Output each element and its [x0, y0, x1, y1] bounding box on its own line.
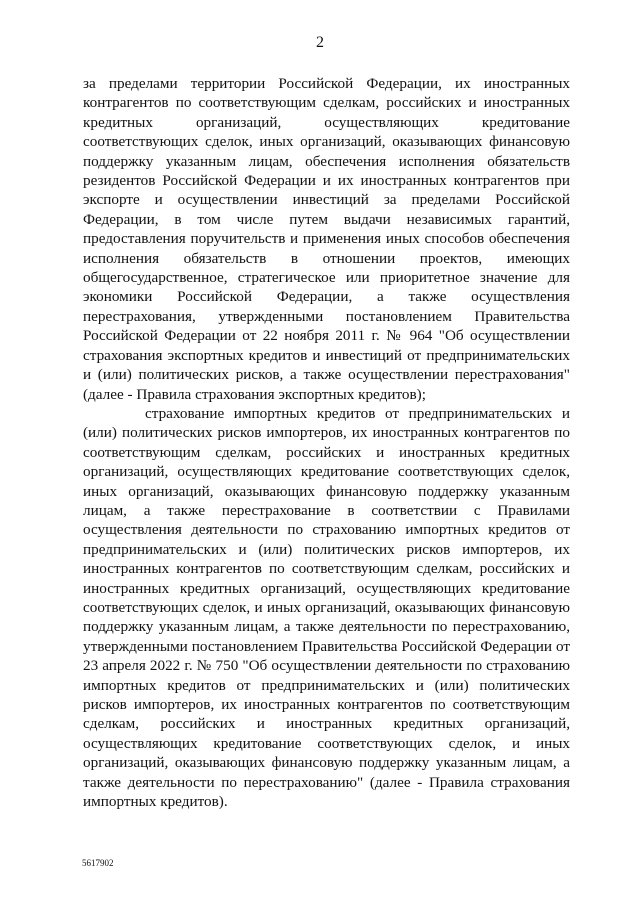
page-number: 2 — [316, 34, 324, 51]
document-body — [83, 74, 570, 811]
paragraph-import-credits: страхование импортных кредитов от предпринимательских и (или) политических рисков импортеров, их иностранных контрагентов по соответствующим сделкам, российских и иностранных кредитных организаций, осуществляющих кредитование соответствующих сделок, иных организаций, оказывающих финансовую поддержку указанным лицам, а также перестрахование в соответствии с Правилами осуществления деятельности по страхованию импортных кредитов от предпринимательских и (или) политических рисков импортеров, их иностранных контрагентов по соответствующим сделкам, российских и иностранных кредитных организаций, осуществляющих кредитование соответствующих сделок, и иных организаций, оказывающих финансовую поддержку указанным лицам, а также деятельности по перестрахованию, утвержденными постановлением Правительства Российской Федерации от 23 апреля 2022 г. № 750 "Об осуществлении деятельности по страхованию импортных кредитов от предпринимательских и (или) политических рисков импортеров, их иностранных контрагентов по соответствующим сделкам, российских и иностранных кредитных организаций, осуществляющих кредитование соответствующих сделок, и иных организаций, оказывающих финансовую поддержку указанным лицам, а также деятельности по перестрахованию" (далее - Правила страхования импортных кредитов). — [83, 404, 570, 811]
paragraph-export-credits: за пределами территории Российской Федерации, их иностранных контрагентов по соответствующим сделкам, российских и иностранных кредитных организаций, осуществляющих кредитование соответствующих сделок, иных организаций, оказывающих финансовую поддержку указанным лицам, обеспечения исполнения обязательств резидентов Российской Федерации и их иностранных контрагентов при экспорте и осуществлении инвестиций за пределами Российской Федерации, в том числе путем выдачи независимых гарантий, предоставления поручительств и применения иных способов обеспечения исполнения обязательств в отношении проектов, имеющих общегосударственное, стратегическое или приоритетное значение для экономики Российской Федерации, а также осуществления перестрахования, утвержденными постановлением Правительства Российской Федерации от 22 ноября 2011 г. № 964 "Об осуществлении страхования экспортных кредитов и инвестиций от предпринимательских и (или) политических рисков, а также осуществлении перестрахования" (далее - Правила страхования экспортных кредитов); — [83, 75, 570, 403]
document-code: 5617902 — [82, 858, 114, 868]
